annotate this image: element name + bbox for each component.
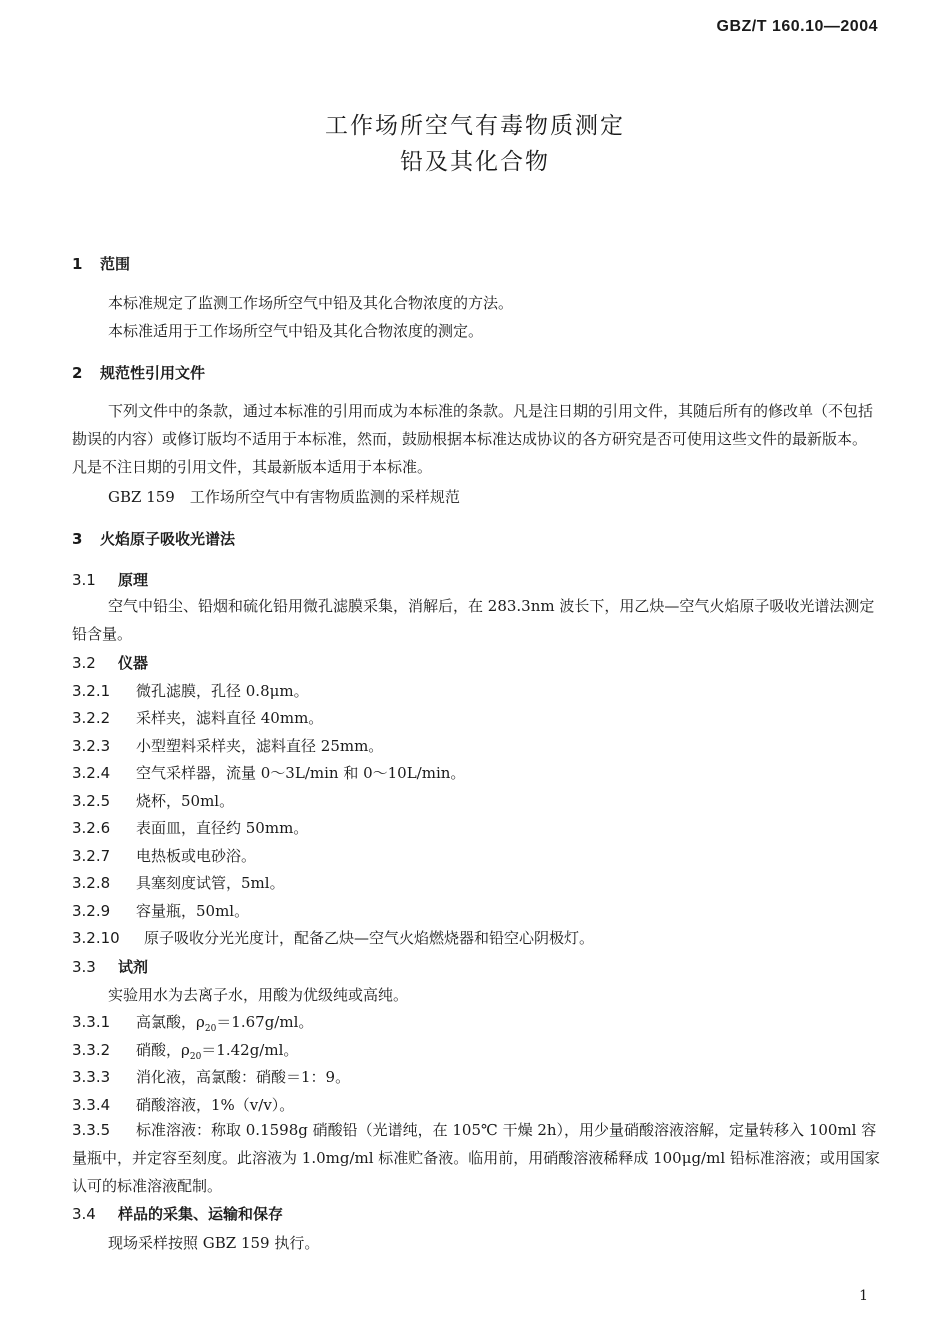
item-number: 3.2.2 xyxy=(72,709,111,727)
item-number: 3.2.8 xyxy=(72,874,111,892)
instrument-item xyxy=(72,872,285,893)
item-number: 3.3.2 xyxy=(72,1041,111,1059)
section-2-heading xyxy=(72,362,205,383)
standard-code: GBZ/T 160.10—2004 xyxy=(716,18,878,35)
item-number: 3.3.1 xyxy=(72,1013,111,1031)
section-number: 2 xyxy=(72,364,83,382)
density-subscript: 20 xyxy=(189,1052,202,1062)
reagent-item xyxy=(72,1066,350,1087)
section-title: 规范性引用文件 xyxy=(100,364,206,382)
subsection-number: 3.3 xyxy=(72,958,96,976)
subsection-number: 3.2 xyxy=(72,654,96,672)
item-value: ＝1.42g/ml。 xyxy=(201,1041,299,1059)
item-text: 电热板或电砂浴。 xyxy=(136,847,257,865)
document-title xyxy=(0,108,950,180)
section-2-paragraph: 下列文件中的条款，通过本标准的引用而成为本标准的条款。凡是注日期的引用文件，其随后所有的修改单（不包括勘误的内容）或修订版均不适用于本标准，然而，鼓励根据本标准达成协议的各方研究是否可使用这些文件的最新版本。凡是不注日期的引用文件，其最新版本适用于本标准。 xyxy=(72,402,874,476)
subsection-number: 3.4 xyxy=(72,1205,96,1223)
instrument-item xyxy=(72,927,594,948)
item-number: 3.3.4 xyxy=(72,1096,111,1114)
density-symbol: ρ xyxy=(181,1041,190,1059)
subsection-title: 试剂 xyxy=(118,958,149,976)
subsection-title: 原理 xyxy=(118,571,149,589)
reagent-item-standard-solution xyxy=(72,1116,880,1200)
instrument-item xyxy=(72,900,249,921)
instrument-item xyxy=(72,680,309,701)
item-text: 消化液，高氯酸：硝酸＝1：9。 xyxy=(136,1068,351,1086)
subsection-number: 3.1 xyxy=(72,571,96,589)
item-number: 3.2.7 xyxy=(72,847,111,865)
page-number: 1 xyxy=(859,1288,868,1304)
density-symbol: ρ xyxy=(196,1013,205,1031)
item-number: 3.3.3 xyxy=(72,1068,111,1086)
section-1-paragraph-1: 本标准规定了监测工作场所空气中铅及其化合物浓度的方法。 xyxy=(108,294,514,312)
subsection-3-2-heading xyxy=(72,652,148,673)
reagent-item xyxy=(72,1094,294,1115)
item-text: 采样夹，滤料直径 40mm。 xyxy=(136,709,324,727)
subsection-title: 样品的采集、运输和保存 xyxy=(118,1205,284,1223)
item-value: ＝1.67g/ml。 xyxy=(216,1013,314,1031)
item-number: 3.2.6 xyxy=(72,819,111,837)
item-number: 3.2.5 xyxy=(72,792,111,810)
principle-paragraph: 空气中铅尘、铅烟和硫化铅用微孔滤膜采集，消解后，在 283.3nm 波长下，用乙炔—空气火焰原子吸收光谱法测定铅含量。 xyxy=(72,597,875,643)
section-title: 范围 xyxy=(100,255,131,273)
section-3-heading xyxy=(72,528,235,549)
item-text: 微孔滤膜，孔径 0.8μm。 xyxy=(136,682,309,700)
item-number: 3.2.4 xyxy=(72,764,111,782)
item-number: 3.2.3 xyxy=(72,737,111,755)
title-line-1: 工作场所空气有毒物质测定 xyxy=(325,113,625,139)
item-text: 具塞刻度试管，5ml。 xyxy=(136,874,285,892)
item-text: 硝酸溶液，1%（v/v）。 xyxy=(136,1096,295,1114)
subsection-3-3-heading xyxy=(72,956,148,977)
section-1-paragraph-2: 本标准适用于工作场所空气中铅及其化合物浓度的测定。 xyxy=(108,322,484,340)
reagent-item xyxy=(72,1011,313,1034)
subsection-3-1-heading xyxy=(72,569,148,590)
item-text: 空气采样器，流量 0～3L/min 和 0～10L/min。 xyxy=(136,764,466,782)
reagent-intro: 实验用水为去离子水，用酸为优级纯或高纯。 xyxy=(108,986,409,1004)
item-number: 3.3.5 xyxy=(72,1121,111,1139)
subsection-3-4-heading xyxy=(72,1203,283,1224)
subsection-title: 仪器 xyxy=(118,654,149,672)
instrument-item xyxy=(72,707,323,728)
instrument-item xyxy=(72,817,308,838)
item-number: 3.2.1 xyxy=(72,682,111,700)
item-text: 烧杯，50ml。 xyxy=(136,792,235,810)
section-number: 1 xyxy=(72,255,83,273)
title-line-2: 铅及其化合物 xyxy=(400,149,550,175)
item-number: 3.2.10 xyxy=(72,929,120,947)
reagent-item xyxy=(72,1039,298,1062)
section-title: 火焰原子吸收光谱法 xyxy=(100,530,236,548)
item-text: 高氯酸， xyxy=(136,1013,197,1031)
instrument-item xyxy=(72,735,383,756)
item-text: 原子吸收分光光度计，配备乙炔—空气火焰燃烧器和铅空心阴极灯。 xyxy=(144,929,595,947)
reference-gbz-159: GBZ 159 工作场所空气中有害物质监测的采样规范 xyxy=(108,488,460,506)
sampling-paragraph: 现场采样按照 GBZ 159 执行。 xyxy=(108,1234,320,1252)
density-subscript: 20 xyxy=(204,1024,217,1034)
item-text: 硝酸， xyxy=(136,1041,182,1059)
section-number: 3 xyxy=(72,530,83,548)
item-text: 小型塑料采样夹，滤料直径 25mm。 xyxy=(136,737,384,755)
instrument-item xyxy=(72,762,465,783)
item-text: 标准溶液：称取 0.1598g 硝酸铅（光谱纯，在 105℃ 干燥 2h），用少量硝酸溶液溶解，定量转移入 100ml 容量瓶中，并定容至刻度。此溶液为 1.0mg/ml 标准贮备液。临用前，用硝酸溶液稀释成 100μg/ml 铅标准溶液；或用国家认可的标准溶液配制。 xyxy=(72,1121,880,1195)
section-1-heading xyxy=(72,253,130,274)
instrument-item xyxy=(72,845,256,866)
item-text: 容量瓶，50ml。 xyxy=(136,902,250,920)
instrument-item xyxy=(72,790,234,811)
item-text: 表面皿，直径约 50mm。 xyxy=(136,819,309,837)
item-number: 3.2.9 xyxy=(72,902,111,920)
